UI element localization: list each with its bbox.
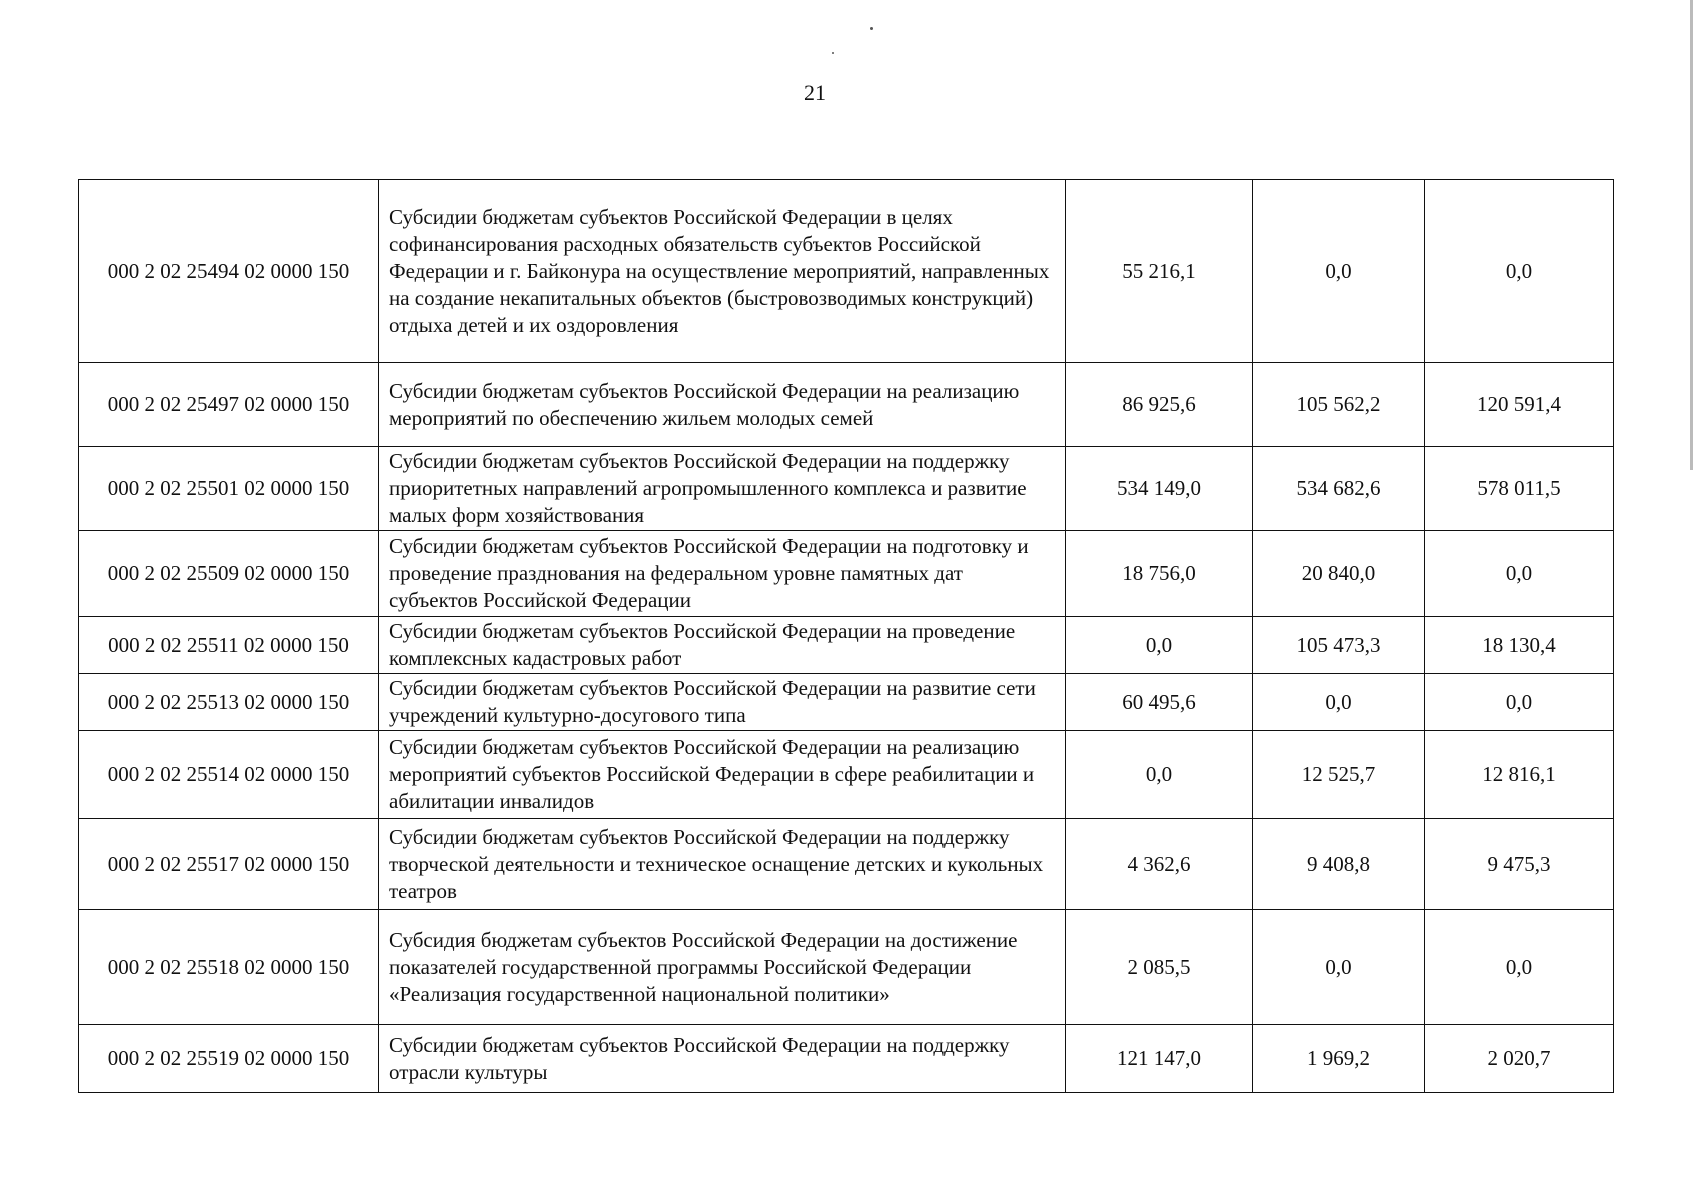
budget-table [78,179,1614,1093]
amount-year1-cell: 121 147,0 [1066,1025,1253,1093]
amount-year2-cell: 105 562,2 [1253,363,1425,447]
amount-year2-cell: 20 840,0 [1253,531,1425,617]
amount-year2-cell: 9 408,8 [1253,819,1425,910]
scan-speck [870,27,873,30]
amount-year1-cell: 86 925,6 [1066,363,1253,447]
amount-year2-cell: 0,0 [1253,674,1425,731]
budget-code-cell: 000 2 02 25511 02 0000 150 [79,617,379,674]
budget-code-cell: 000 2 02 25497 02 0000 150 [79,363,379,447]
amount-year3-cell: 9 475,3 [1425,819,1614,910]
amount-year2-cell: 0,0 [1253,910,1425,1025]
table-row [79,617,1614,674]
budget-code-cell: 000 2 02 25517 02 0000 150 [79,819,379,910]
scan-speck [832,52,834,54]
description-cell: Субсидии бюджетам субъектов Российской Федерации на реализацию мероприятий по обеспечению жильем молодых семей [379,363,1066,447]
description-cell: Субсидии бюджетам субъектов Российской Федерации на поддержку отрасли культуры [379,1025,1066,1093]
table-row [79,910,1614,1025]
amount-year1-cell: 534 149,0 [1066,447,1253,531]
description-cell: Субсидии бюджетам субъектов Российской Федерации на поддержку творческой деятельности и техническое оснащение детских и кукольных театров [379,819,1066,910]
budget-code-cell: 000 2 02 25501 02 0000 150 [79,447,379,531]
amount-year1-cell: 4 362,6 [1066,819,1253,910]
description-cell: Субсидии бюджетам субъектов Российской Федерации на подготовку и проведение празднования на федеральном уровне памятных дат субъектов Российской Федерации [379,531,1066,617]
amount-year1-cell: 0,0 [1066,731,1253,819]
amount-year3-cell: 2 020,7 [1425,1025,1614,1093]
table-row [79,731,1614,819]
amount-year2-cell: 1 969,2 [1253,1025,1425,1093]
budget-code-cell: 000 2 02 25514 02 0000 150 [79,731,379,819]
budget-code-cell: 000 2 02 25494 02 0000 150 [79,180,379,363]
description-cell: Субсидии бюджетам субъектов Российской Федерации на проведение комплексных кадастровых работ [379,617,1066,674]
amount-year1-cell: 2 085,5 [1066,910,1253,1025]
amount-year1-cell: 55 216,1 [1066,180,1253,363]
budget-code-cell: 000 2 02 25518 02 0000 150 [79,910,379,1025]
amount-year3-cell: 120 591,4 [1425,363,1614,447]
description-cell: Субсидии бюджетам субъектов Российской Федерации на развитие сети учреждений культурно-досугового типа [379,674,1066,731]
budget-code-cell: 000 2 02 25509 02 0000 150 [79,531,379,617]
amount-year2-cell: 534 682,6 [1253,447,1425,531]
amount-year2-cell: 0,0 [1253,180,1425,363]
amount-year3-cell: 0,0 [1425,674,1614,731]
description-cell: Субсидия бюджетам субъектов Российской Федерации на достижение показателей государственной программы Российской Федерации «Реализация государственной национальной политики» [379,910,1066,1025]
description-cell: Субсидии бюджетам субъектов Российской Федерации на реализацию мероприятий субъектов Российской Федерации в сфере реабилитации и абилитации инвалидов [379,731,1066,819]
amount-year3-cell: 0,0 [1425,531,1614,617]
amount-year2-cell: 12 525,7 [1253,731,1425,819]
table-row [79,674,1614,731]
budget-code-cell: 000 2 02 25513 02 0000 150 [79,674,379,731]
amount-year1-cell: 0,0 [1066,617,1253,674]
amount-year2-cell: 105 473,3 [1253,617,1425,674]
table-row [79,531,1614,617]
table-row [79,447,1614,531]
description-cell: Субсидии бюджетам субъектов Российской Федерации в целях софинансирования расходных обязательств субъектов Российской Федерации и г. Байконура на осуществление мероприятий, направленных на создание некапитальных объектов (быстровозводимых конструкций) отдыха детей и их оздоровления [379,180,1066,363]
table-row [79,363,1614,447]
table-row [79,1025,1614,1093]
amount-year3-cell: 578 011,5 [1425,447,1614,531]
table-row [79,819,1614,910]
amount-year1-cell: 60 495,6 [1066,674,1253,731]
table-row [79,180,1614,363]
amount-year3-cell: 0,0 [1425,180,1614,363]
description-cell: Субсидии бюджетам субъектов Российской Федерации на поддержку приоритетных направлений агропромышленного комплекса и развитие малых форм хозяйствования [379,447,1066,531]
amount-year3-cell: 12 816,1 [1425,731,1614,819]
budget-code-cell: 000 2 02 25519 02 0000 150 [79,1025,379,1093]
amount-year3-cell: 0,0 [1425,910,1614,1025]
amount-year1-cell: 18 756,0 [1066,531,1253,617]
page-number: 21 [804,80,826,105]
amount-year3-cell: 18 130,4 [1425,617,1614,674]
